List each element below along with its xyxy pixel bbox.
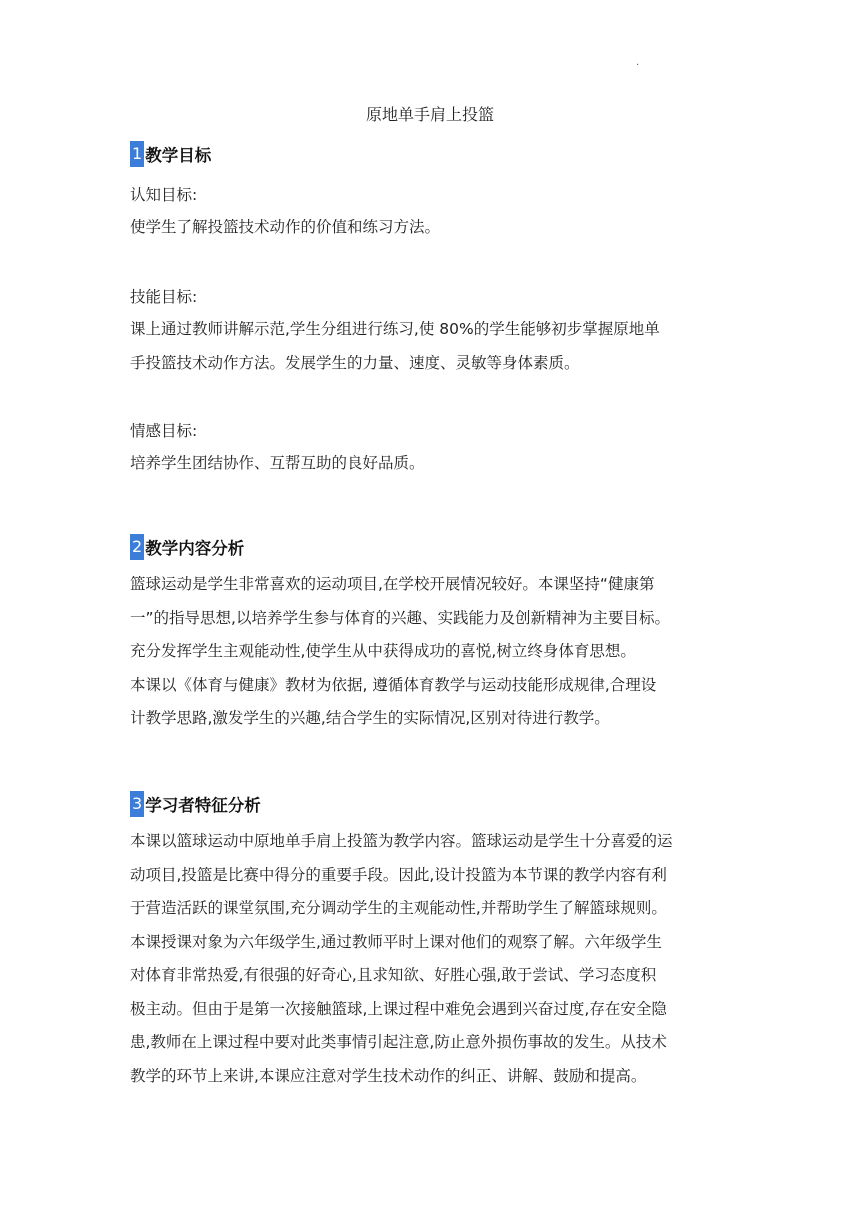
paragraph-line: 动项目,投篮是比赛中得分的重要手段。因此,设计投篮为本节课的教学内容有利	[130, 865, 667, 884]
section-heading-text: 教学内容分析	[145, 539, 245, 558]
emotion-goal-label: 情感目标:	[130, 422, 198, 440]
section-content-analysis	[130, 534, 736, 560]
paragraph-line: 课上通过教师讲解示范,学生分组进行练习,使 80%的学生能够初步掌握原地单	[130, 320, 660, 338]
skill-goal-label: 技能目标:	[130, 288, 198, 306]
section-heading	[130, 791, 736, 817]
paragraph-line: 对体育非常热爱,有很强的好奇心,且求知欲、好胜心强,敢于尝试、学习态度积	[130, 966, 657, 984]
paragraph-line: 充分发挥学生主观能动性,使学生从中获得成功的喜悦,树立终身体育思想。	[130, 642, 636, 660]
paragraph-line: 本课以《体育与健康》教材为依据, 遵循体育教学与运动技能形成规律,合理设	[130, 675, 657, 694]
paragraph-line: 教学的环节上来讲,本课应注意对学生技术动作的纠正、讲解、鼓励和提高。	[130, 1066, 647, 1085]
paragraph-line: 患,教师在上课过程中要对此类事情引起注意,防止意外损伤事故的发生。从技术	[130, 1033, 667, 1051]
section-heading-text: 学习者特征分析	[145, 796, 261, 815]
emotion-goal-text: 培养学生团结协作、互帮互助的良好品质。	[130, 454, 425, 472]
learner-analysis-text	[130, 825, 736, 1093]
document-title: 原地单手肩上投篮	[365, 105, 494, 124]
paragraph-line: 极主动。但由于是第一次接触篮球,上课过程中难免会遇到兴奋过度,存在安全隐	[130, 999, 667, 1018]
section-number-badge: 3	[130, 791, 144, 817]
section-number-badge: 2	[130, 534, 144, 560]
paragraph-line: 篮球运动是学生非常喜欢的运动项目,在学校开展情况较好。本课坚持“健康第	[130, 575, 655, 593]
paragraph-line: 一”的指导思想,以培养学生参与体育的兴趣、实践能力及创新精神为主要目标。	[130, 608, 670, 627]
skill-goal-text	[130, 313, 736, 380]
section-number-badge: 1	[130, 141, 144, 167]
section-learner-analysis	[130, 791, 736, 817]
corner-mark: .	[636, 57, 640, 68]
paragraph-line: 本课以篮球运动中原地单手肩上投篮为教学内容。篮球运动是学生十分喜爱的运	[130, 832, 673, 850]
cognitive-goal-label: 认知目标:	[130, 186, 198, 204]
section-heading	[130, 534, 736, 560]
section-heading	[130, 141, 736, 167]
paragraph-line: 本课授课对象为六年级学生,通过教师平时上课对他们的观察了解。六年级学生	[130, 932, 662, 951]
content-analysis-text	[130, 568, 736, 736]
section-heading-text: 教学目标	[145, 146, 212, 165]
paragraph-line: 计教学思路,激发学生的兴趣,结合学生的实际情况,区别对待进行教学。	[130, 709, 610, 727]
cognitive-goal-text: 使学生了解投篮技术动作的价值和练习方法。	[130, 218, 441, 236]
paragraph-line: 于营造活跃的课堂氛围,充分调动学生的主观能动性,并帮助学生了解篮球规则。	[130, 899, 667, 917]
section-teaching-goals	[130, 141, 736, 167]
paragraph-line: 手投篮技术动作方法。发展学生的力量、速度、灵敏等身体素质。	[130, 353, 580, 372]
